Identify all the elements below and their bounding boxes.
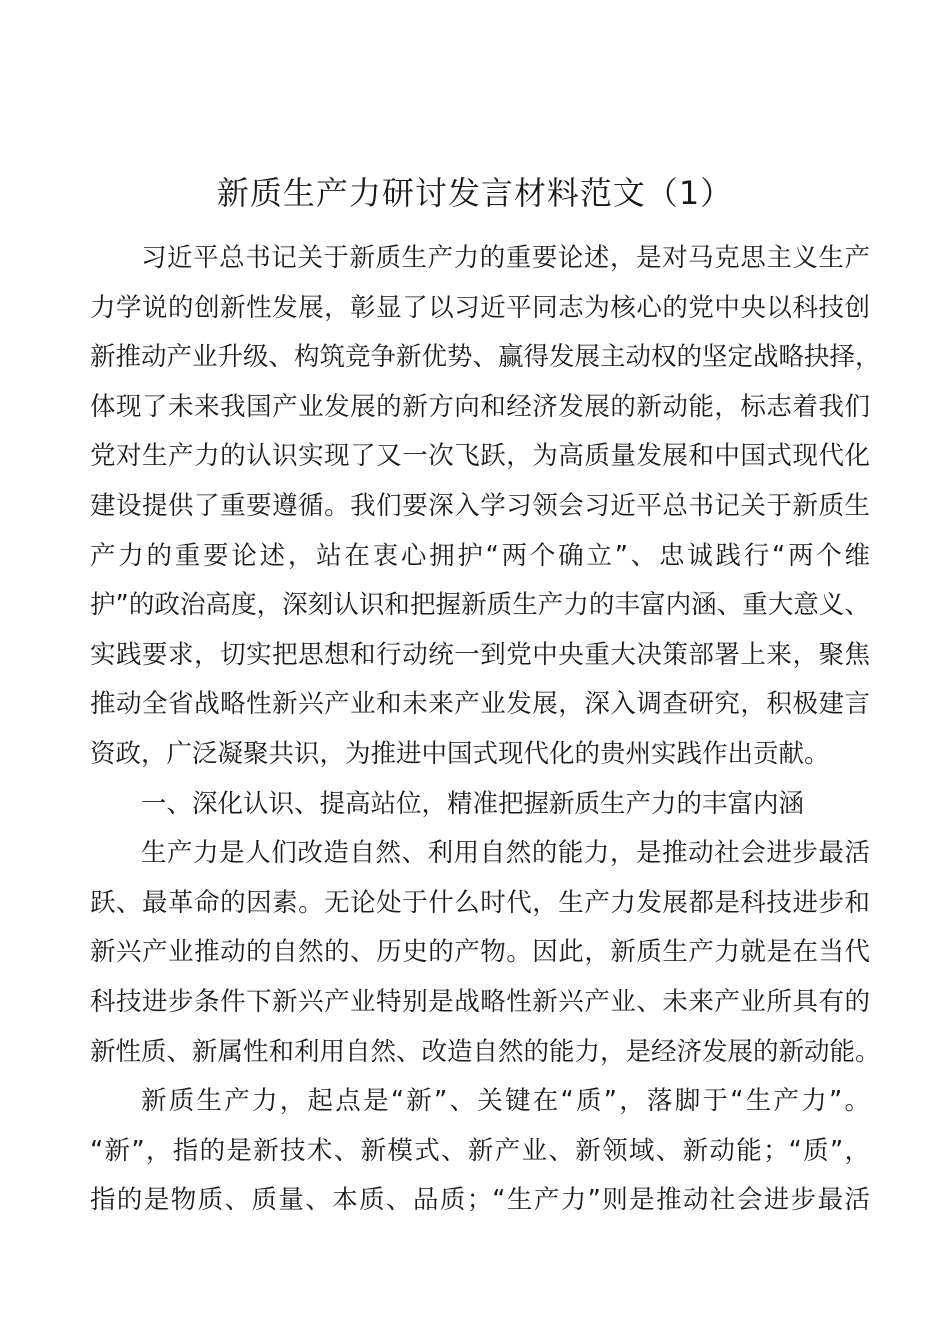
paragraph-line: 护”的政治高度，深刻认识和把握新质生产力的丰富内涵、重大意义、 — [90, 590, 870, 621]
paragraph-line: 新质生产力，起点是“新”、关键在“质”，落脚于“生产力”。 — [141, 1086, 870, 1117]
paragraph-line: 新兴产业推动的自然的、历史的产物。因此，新质生产力就是在当代 — [90, 937, 870, 968]
document-title: 新质生产力研讨发言材料范文（1） — [216, 174, 734, 212]
paragraph-line: 资政，广泛凝聚共识，为推进中国式现代化的贵州实践作出贡献。 — [90, 738, 830, 769]
paragraph-line: 力学说的创新性发展，彰显了以习近平同志为核心的党中央以科技创 — [90, 292, 870, 323]
paragraph-line: 习近平总书记关于新质生产力的重要论述，是对马克思主义生产 — [141, 243, 870, 273]
section-heading: 一、深化认识、提高站位，精准把握新质生产力的丰富内涵 — [141, 788, 805, 819]
paragraph-line: 新推动产业升级、构筑竞争新优势、赢得发展主动权的坚定战略抉择， — [90, 342, 881, 373]
paragraph-line: 生产力是人们改造自然、利用自然的能力，是推动社会进步最活 — [141, 838, 870, 869]
paragraph-line: 建设提供了重要遵循。我们要深入学习领会习近平总书记关于新质生 — [90, 490, 870, 521]
paragraph-line: 党对生产力的认识实现了又一次飞跃，为高质量发展和中国式现代化 — [90, 441, 870, 472]
paragraph-line: 产力的重要论述，站在衷心拥护“两个确立”、忠诚践行“两个维 — [90, 540, 870, 571]
paragraph-line: “新”，指的是新技术、新模式、新产业、新领域、新动能；“质”， — [90, 1135, 870, 1166]
document-body — [90, 234, 881, 1226]
paragraph-line: 实践要求，切实把思想和行动统一到党中央重大决策部署上来，聚焦 — [90, 639, 870, 670]
paragraph-line: 跃、最革命的因素。无论处于什么时代，生产力发展都是科技进步和 — [90, 887, 870, 918]
paragraph-line: 推动全省战略性新兴产业和未来产业发展，深入调查研究，积极建言 — [90, 689, 870, 720]
paragraph-line: 指的是物质、质量、本质、品质；“生产力”则是推动社会进步最活 — [90, 1185, 870, 1216]
paragraph-line: 新性质、新属性和利用自然、改造自然的能力，是经济发展的新动能。 — [90, 1036, 881, 1067]
paragraph-line: 科技进步条件下新兴产业特别是战略性新兴产业、未来产业所具有的 — [90, 986, 870, 1017]
paragraph-line: 体现了未来我国产业发展的新方向和经济发展的新动能，标志着我们 — [90, 391, 870, 422]
